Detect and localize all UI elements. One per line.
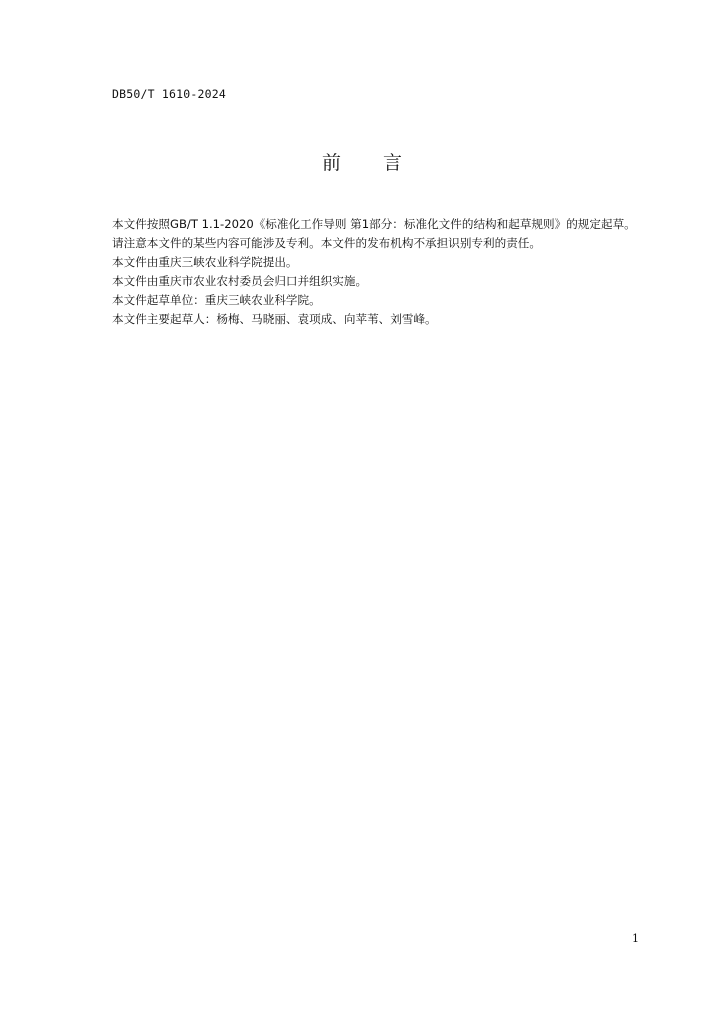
- title-part-1: 前: [321, 152, 341, 174]
- paragraph-drafters: 本文件主要起草人：杨梅、马晓丽、袁项成、向苹苇、刘雪峰。: [112, 312, 437, 326]
- paragraph-administrator: 本文件由重庆市农业农村委员会归口并组织实施。: [112, 274, 368, 288]
- paragraph-proposer: 本文件由重庆三峡农业科学院提出。: [112, 255, 298, 269]
- page-number: 1: [632, 932, 639, 945]
- document-code: DB50/T 1610-2024: [112, 87, 226, 101]
- title-part-2: 言: [383, 152, 403, 174]
- paragraph-drafting-unit: 本文件起草单位：重庆三峡农业科学院。: [112, 293, 321, 307]
- paragraph-patent-notice: 请注意本文件的某些内容可能涉及专利。本文件的发布机构不承担识别专利的责任。: [112, 236, 541, 250]
- foreword-body: [87, 215, 647, 329]
- page-title: [0, 148, 724, 175]
- paragraph-drafting-rules: 本文件按照GB/T 1.1-2020《标准化工作导则 第1部分：标准化文件的结构和起草规则》的规定起草。: [112, 217, 636, 231]
